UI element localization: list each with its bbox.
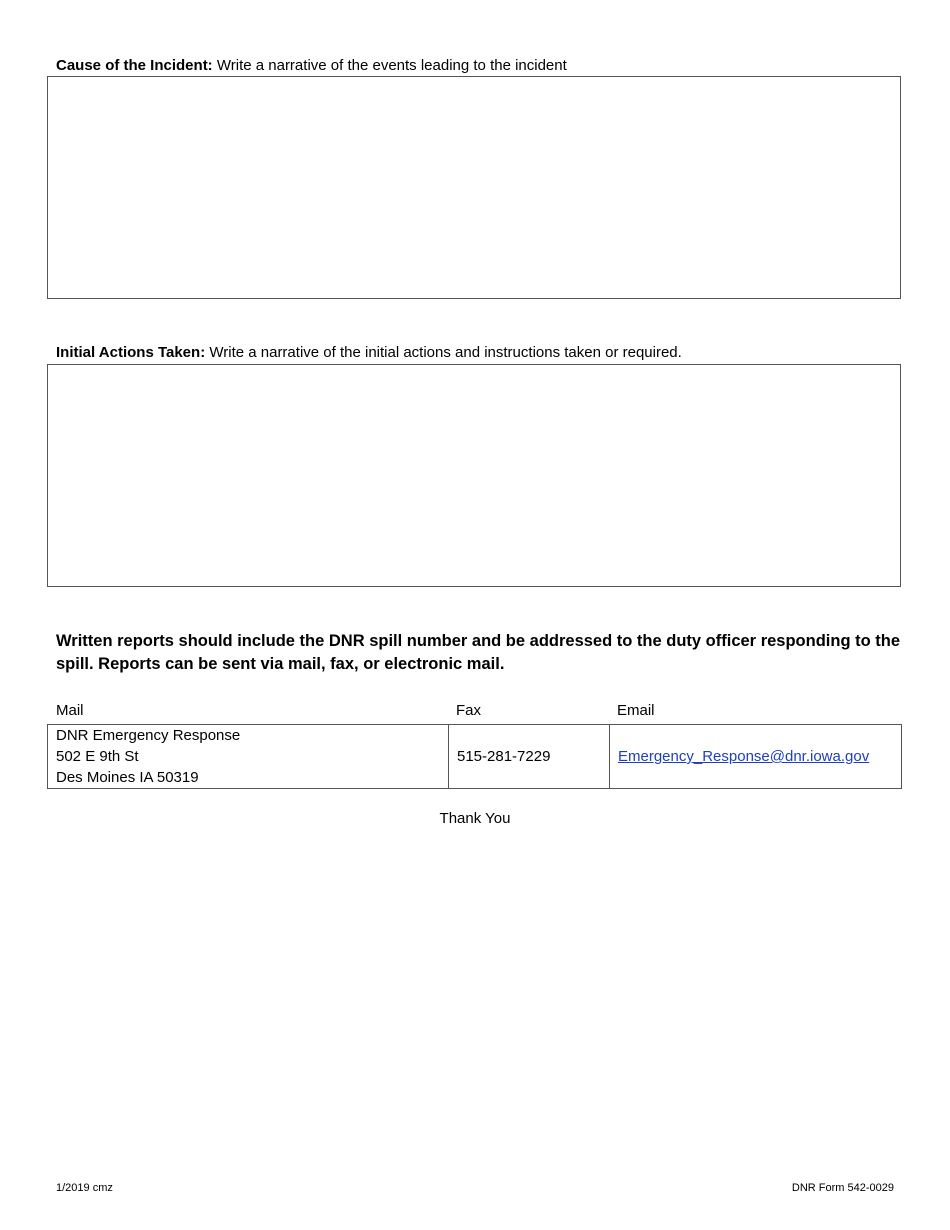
contact-row	[48, 725, 902, 789]
actions-label-text: Write a narrative of the initial actions and instructions taken or required.	[205, 344, 682, 361]
footer-form-number: DNR Form 542-0029	[791, 1182, 894, 1194]
actions-label-bold: Initial Actions Taken:	[56, 344, 206, 361]
actions-narrative-field[interactable]	[47, 364, 901, 587]
footer-revision: 1/2019 cmz	[56, 1182, 113, 1194]
contact-table	[47, 724, 902, 789]
cause-label-text: Write a narrative of the events leading to the incident	[212, 57, 567, 74]
email-cell	[610, 725, 902, 789]
fax-number: 515-281-7229	[457, 748, 551, 765]
report-instructions: Written reports should include the DNR spill number and be addressed to the duty officer responding to the spill. Reports can be sent via mail, fax, or electronic mail.	[56, 632, 901, 673]
mail-address-line: DNR Emergency Response	[56, 727, 241, 744]
cause-label	[56, 57, 567, 75]
mail-cell	[48, 725, 449, 789]
actions-label	[56, 344, 682, 362]
cause-label-bold: Cause of the Incident:	[56, 57, 213, 74]
fax-header: Fax	[456, 702, 482, 719]
email-link[interactable]: Emergency_Response@dnr.iowa.gov	[618, 748, 870, 765]
mail-header: Mail	[56, 702, 84, 719]
cause-narrative-field[interactable]	[47, 76, 901, 299]
email-header: Email	[617, 702, 655, 719]
thank-you-text: Thank You	[439, 810, 511, 827]
fax-cell	[449, 725, 610, 789]
mail-address-line: Des Moines IA 50319	[56, 769, 199, 786]
mail-address-line: 502 E 9th St	[56, 748, 139, 765]
